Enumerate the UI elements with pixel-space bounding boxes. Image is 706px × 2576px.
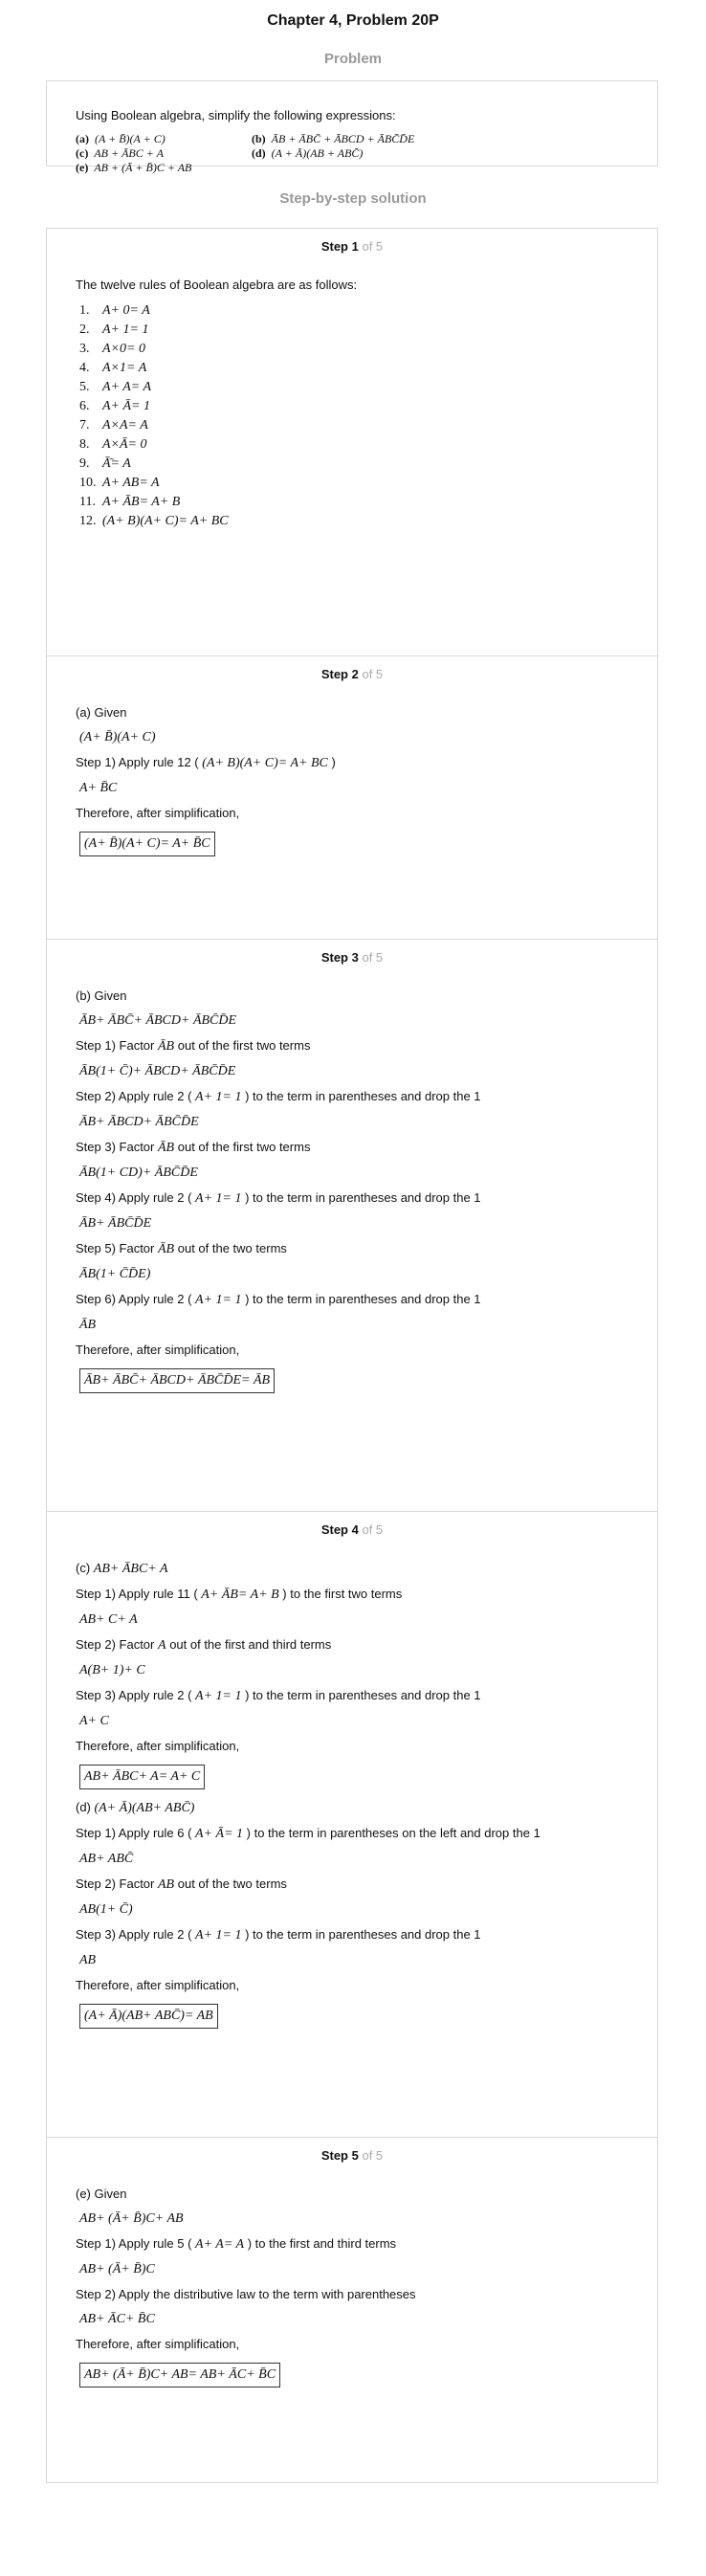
step-instruction: Step 2) Factor A out of the first and third terms [76,1637,332,1653]
step-instruction: Step 6) Apply rule 2 ( A+ 1= 1 ) to the term in parentheses and drop the 1 [76,1292,481,1307]
rule-item: 10. A+ AB= A [79,476,160,490]
math-expression: ĀB+ ĀBCD+ ĀBC̄D̄E [79,1115,199,1129]
problem-item-a: (a) (A + B̄)(A + C) [76,132,165,145]
step-header: Step 5 of 5 [320,2148,384,2163]
rule-item: 2. A+ 1= 1 [79,322,149,337]
given-label: (e) Given [76,2187,127,2201]
rule-item: 1. A+ 0= A [79,303,150,318]
step-1 [47,229,657,656]
boxed-result: AB+ ĀBC+ A= A+ C [79,1765,205,1789]
step-instruction: Step 2) Apply the distributive law to the term with parentheses [76,2287,416,2301]
step-instruction: Step 1) Apply rule 12 ( (A+ B)(A+ C)= A+ BC ) [76,755,336,770]
math-expression: ĀB(1+ C̄)+ ĀBCD+ ĀBC̄D̄E [79,1064,236,1078]
problem-prompt: Using Boolean algebra, simplify the following expressions: [76,108,396,122]
math-expression: AB+ (Ā+ B̄)C+ AB [79,2211,184,2226]
rule-item: 8. A×Ā= 0 [79,437,147,452]
rule-item: 3. A×0= 0 [79,342,145,356]
given-label: (d) (A+ Ā)(AB+ ABC̄) [76,1800,195,1815]
problem-box [46,80,658,174]
step-instruction: Step 2) Apply rule 2 ( A+ 1= 1 ) to the term in parentheses and drop the 1 [76,1089,481,1104]
math-expression: ĀB+ ĀBC̄+ ĀBCD+ ĀBC̄D̄E [79,1013,237,1028]
problem-heading: Problem [323,51,382,67]
boxed-result: (A+ Ā)(AB+ ABC̄)= AB [79,2004,218,2029]
therefore-text: Therefore, after simplification, [76,2337,240,2351]
step-5 [47,2138,657,2482]
problem-item-b: (b) ĀB + ĀBC̄ + ĀBCD + ĀBC̄D̄E [252,132,415,145]
math-expression: AB+ ABC̄ [79,1852,134,1866]
rule-item: 11. A+ ĀB= A+ B [79,495,181,509]
step-header: Step 3 of 5 [320,950,384,965]
math-expression: AB+ C+ A [79,1612,138,1627]
math-expression: AB+ (Ā+ B̄)C [79,2262,155,2276]
step-instruction: Step 5) Factor ĀB out of the two terms [76,1241,287,1256]
problem-item-e: (e) AB + (Ā + B̄)C + AB [76,161,192,174]
step-header: Step 4 of 5 [320,1522,384,1537]
solution-box [46,228,658,2483]
step-instruction: Step 1) Factor ĀB out of the first two terms [76,1038,311,1054]
boxed-result: ĀB+ ĀBC̄+ ĀBCD+ ĀBC̄D̄E= ĀB [79,1368,275,1393]
step-instruction: Step 3) Factor ĀB out of the first two terms [76,1140,311,1155]
therefore-text: Therefore, after simplification, [76,1739,240,1753]
rule-item: 6. A+ Ā= 1 [79,399,150,413]
page-title: Chapter 4, Problem 20P [267,12,439,29]
step-instruction: Step 4) Apply rule 2 ( A+ 1= 1 ) to the term in parentheses and drop the 1 [76,1190,481,1206]
rule-item: 4. A×1= A [79,361,147,375]
given-label: (a) Given [76,705,127,720]
rule-item: 7. A×A= A [79,418,148,433]
therefore-text: Therefore, after simplification, [76,1343,240,1357]
step-3 [47,940,657,1512]
math-expression: A+ B̄C [79,781,118,795]
rules-list [76,301,629,531]
problem-item-d: (d) (A + Ā)(AB + ABC̄) [252,146,364,160]
solution-heading: Step-by-step solution [279,190,427,207]
math-expression: AB(1+ C̄) [79,1902,133,1917]
math-expression: AB [79,1953,97,1967]
therefore-text: Therefore, after simplification, [76,1978,240,1992]
problem-expressions [76,132,629,175]
step-instruction: Step 3) Apply rule 2 ( A+ 1= 1 ) to the term in parentheses and drop the 1 [76,1927,481,1943]
step-instruction: Step 2) Factor AB out of the two terms [76,1876,287,1892]
rule-item: 5. A+ A= A [79,380,152,394]
boxed-result: (A+ B̄)(A+ C)= A+ B̄C [79,832,215,856]
given-label: (b) Given [76,988,127,1003]
math-expression: A(B+ 1)+ C [79,1663,145,1677]
rule-item: 9. Ā̄= A [79,456,131,471]
given-label: (c) AB+ ĀBC+ A [76,1561,168,1576]
step-4 [47,1512,657,2138]
step-header: Step 1 of 5 [320,239,384,254]
math-expression: ĀB(1+ C̄D̄E) [79,1267,151,1281]
step-2 [47,656,657,940]
rules-intro: The twelve rules of Boolean algebra are as follows: [76,278,358,292]
math-expression: ĀB(1+ CD)+ ĀBC̄D̄E [79,1166,198,1180]
therefore-text: Therefore, after simplification, [76,806,240,820]
step-header: Step 2 of 5 [320,667,384,681]
math-expression: A+ C [79,1714,109,1728]
step-instruction: Step 3) Apply rule 2 ( A+ 1= 1 ) to the term in parentheses and drop the 1 [76,1688,481,1703]
step-instruction: Step 1) Apply rule 6 ( A+ Ā= 1 ) to the term in parentheses on the left and drop the 1 [76,1826,541,1841]
problem-item-c: (c) AB + ĀBC + A [76,146,164,160]
rule-item: 12. (A+ B)(A+ C)= A+ BC [79,514,229,528]
math-expression: (A+ B̄)(A+ C) [79,730,156,744]
math-expression: ĀB [79,1318,97,1332]
boxed-result: AB+ (Ā+ B̄)C+ AB= AB+ ĀC+ B̄C [79,2363,280,2387]
step-instruction: Step 1) Apply rule 5 ( A+ A= A ) to the first and third terms [76,2236,397,2252]
step-instruction: Step 1) Apply rule 11 ( A+ ĀB= A+ B ) to the first two terms [76,1587,403,1602]
math-expression: ĀB+ ĀBC̄D̄E [79,1216,152,1231]
math-expression: AB+ ĀC+ B̄C [79,2312,155,2326]
